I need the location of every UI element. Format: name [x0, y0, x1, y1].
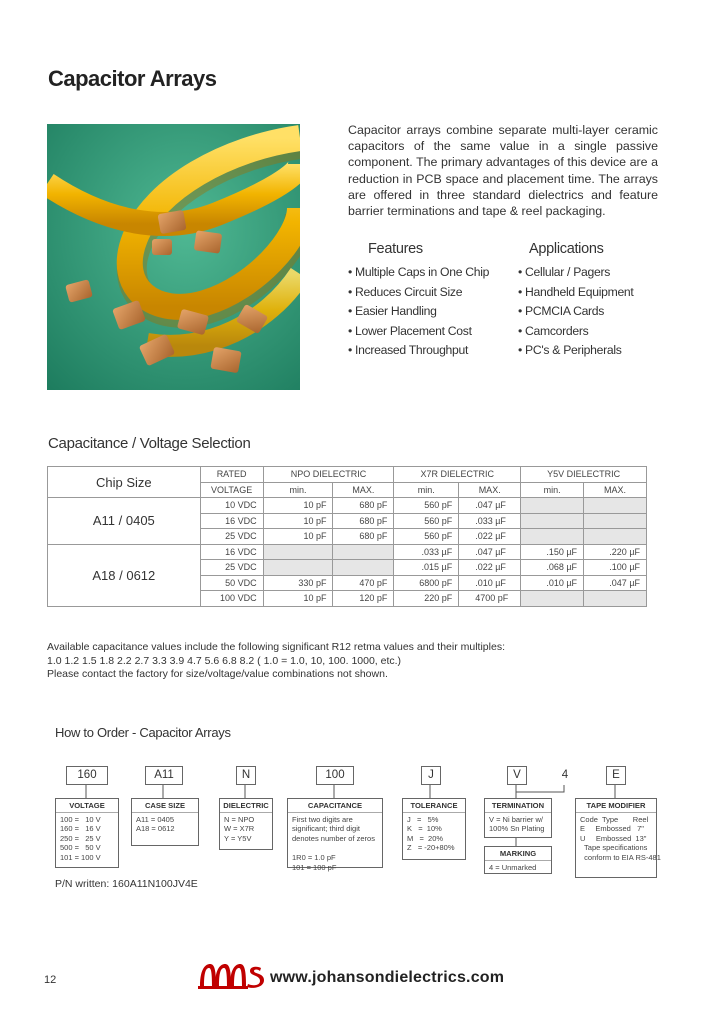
- box-title: TAPE MODIFIER: [576, 799, 656, 813]
- tolerance-box: [402, 798, 466, 860]
- npo-min-cell: 10 pF: [263, 529, 333, 545]
- y5v-max-cell: .220 µF: [584, 544, 647, 560]
- list-item: • Handheld Equipment: [518, 284, 634, 299]
- voltage-header: VOLTAGE: [200, 482, 263, 498]
- chip-size-cell: A11 / 0405: [48, 498, 201, 545]
- voltage-cell: 25 VDC: [200, 529, 263, 545]
- voltage-cell: 10 VDC: [200, 498, 263, 514]
- code-tolerance: J: [421, 766, 441, 785]
- box-body: N = NPO W = X7R Y = Y5V: [224, 814, 255, 843]
- code-dielectric: N: [236, 766, 256, 785]
- max-header: MAX.: [333, 482, 394, 498]
- list-item: • Multiple Caps in One Chip: [348, 265, 490, 279]
- box-title: VOLTAGE: [56, 799, 118, 813]
- voltage-cell: 16 VDC: [200, 513, 263, 529]
- voltage-cell: 100 VDC: [200, 591, 263, 607]
- list-item: • Reduces Circuit Size: [348, 284, 463, 299]
- min-header: min.: [263, 482, 333, 498]
- capacitance-box: [287, 798, 383, 872]
- npo-header: NPO DIELECTRIC: [263, 467, 394, 483]
- box-title: TERMINATION: [485, 799, 551, 813]
- y5v-max-cell: .047 µF: [584, 575, 647, 591]
- min-header: min.: [521, 482, 584, 498]
- y5v-min-cell: .010 µF: [521, 575, 584, 591]
- rated-header: RATED: [200, 467, 263, 483]
- voltage-cell: 25 VDC: [200, 560, 263, 576]
- box-body: V = Ni barrier w/ 100% Sn Plating: [489, 814, 545, 834]
- page-number: 12: [44, 974, 57, 986]
- x7r-max-cell: .022 µF: [459, 560, 521, 576]
- box-body: 100 = 10 V 160 = 16 V 250 = 25 V 500 = 50 V 101 = 100 V: [60, 814, 101, 862]
- list-item: • PC's & Peripherals: [518, 343, 622, 357]
- box-title: TOLERANCE: [403, 799, 465, 813]
- box-body: J = 5% K = 10% M = 20% Z = -20+80%: [407, 814, 455, 853]
- case-size-box: [131, 798, 199, 846]
- tape-modifier-box: [575, 798, 661, 878]
- note-line: Available capacitance values include the following significant R12 retma values and their multiples:: [47, 641, 505, 653]
- x7r-max-cell: 4700 pF: [459, 591, 521, 607]
- code-voltage: 160: [66, 766, 108, 785]
- list-item: • Lower Placement Cost: [348, 323, 472, 338]
- list-item: • PCMCIA Cards: [518, 304, 605, 318]
- marking-box: [484, 846, 552, 874]
- list-item: • Cellular / Pagers: [518, 265, 611, 279]
- voltage-cell: 50 VDC: [200, 575, 263, 591]
- x7r-min-cell: 560 pF: [394, 498, 459, 514]
- box-title: DIELECTRIC: [220, 799, 272, 813]
- order-title: How to Order - Capacitor Arrays: [55, 725, 231, 740]
- x7r-min-cell: 560 pF: [394, 513, 459, 529]
- x7r-min-cell: 6800 pF: [394, 575, 459, 591]
- max-header: MAX.: [459, 482, 521, 498]
- page-title: Capacitor Arrays: [48, 66, 217, 91]
- npo-max-cell: 680 pF: [333, 529, 394, 545]
- x7r-max-cell: .010 µF: [459, 575, 521, 591]
- npo-max-cell: 120 pF: [333, 591, 394, 607]
- code-capacitance: 100: [316, 766, 354, 785]
- company-logo: [198, 960, 264, 995]
- part-number-example: P/N written: 160A11N100JV4E: [55, 878, 198, 890]
- max-header: MAX.: [584, 482, 647, 498]
- x7r-max-cell: .033 µF: [459, 513, 521, 529]
- y5v-min-cell: .150 µF: [521, 544, 584, 560]
- features-heading: Features: [368, 241, 423, 257]
- box-title: CASE SIZE: [132, 799, 198, 813]
- cv-section-title: Capacitance / Voltage Selection: [48, 435, 251, 452]
- website-link[interactable]: www.johansondielectrics.com: [270, 969, 505, 986]
- npo-min-cell: 330 pF: [263, 575, 333, 591]
- x7r-max-cell: .022 µF: [459, 529, 521, 545]
- voltage-cell: 16 VDC: [200, 544, 263, 560]
- note-line: Please contact the factory for size/voltage/value combinations not shown.: [47, 668, 388, 680]
- npo-min-cell: 10 pF: [263, 513, 333, 529]
- npo-max-cell: 680 pF: [333, 498, 394, 514]
- x7r-min-cell: .015 µF: [394, 560, 459, 576]
- list-item: • Increased Throughput: [348, 343, 469, 357]
- box-body: A11 = 0405 A18 = 0612: [136, 814, 175, 834]
- box-title: MARKING: [485, 847, 551, 861]
- x7r-min-cell: 220 pF: [394, 591, 459, 607]
- intro-paragraph: Capacitor arrays combine separate multi-layer ceramic capacitors of the same value in a single passive component. The primary advantages of this device are a reduction in PCB space and placement time. The arrays are offered in three standard dielectrics and feature barrier terminations and tape & reel packaging.: [348, 123, 658, 219]
- x7r-max-cell: .047 µF: [459, 544, 521, 560]
- termination-box: [484, 798, 552, 838]
- min-header: min.: [394, 482, 459, 498]
- code-case-size: A11: [145, 766, 183, 785]
- box-title: CAPACITANCE: [288, 799, 382, 813]
- note-line: 1.0 1.2 1.5 1.8 2.2 2.7 3.3 3.9 4.7 5.6 6.8 8.2 ( 1.0 = 1.0, 10, 100. 1000, etc.): [47, 654, 402, 667]
- dielectric-box: [219, 798, 273, 850]
- y5v-max-cell: .100 µF: [584, 560, 647, 576]
- code-termination: V: [507, 766, 527, 785]
- box-body: 4 = Unmarked: [489, 862, 537, 872]
- chip-size-cell: A18 / 0612: [48, 544, 201, 606]
- npo-min-cell: 10 pF: [263, 498, 333, 514]
- box-body: Code Type Reel E Embossed 7" U Embossed 13" Tape specifications conform to EIA RS-481: [580, 814, 661, 862]
- y5v-min-cell: .068 µF: [521, 560, 584, 576]
- npo-max-cell: 470 pF: [333, 575, 394, 591]
- list-item: • Easier Handling: [348, 304, 437, 318]
- x7r-header: X7R DIELECTRIC: [394, 467, 521, 483]
- x7r-max-cell: .047 µF: [459, 498, 521, 514]
- voltage-box: [55, 798, 119, 868]
- box-body: First two digits are significant; third digit denotes number of zeros 1R0 = 1.0 pF 101 = 100 pF: [292, 814, 375, 872]
- chip-size-header: Chip Size: [48, 467, 201, 498]
- code-tape: E: [606, 766, 626, 785]
- x7r-min-cell: 560 pF: [394, 529, 459, 545]
- npo-min-cell: 10 pF: [263, 591, 333, 607]
- list-item: • Camcorders: [518, 323, 589, 338]
- applications-heading: Applications: [529, 241, 604, 257]
- x7r-min-cell: .033 µF: [394, 544, 459, 560]
- npo-max-cell: 680 pF: [333, 513, 394, 529]
- code-marking: 4: [555, 766, 575, 785]
- y5v-header: Y5V DIELECTRIC: [521, 467, 647, 483]
